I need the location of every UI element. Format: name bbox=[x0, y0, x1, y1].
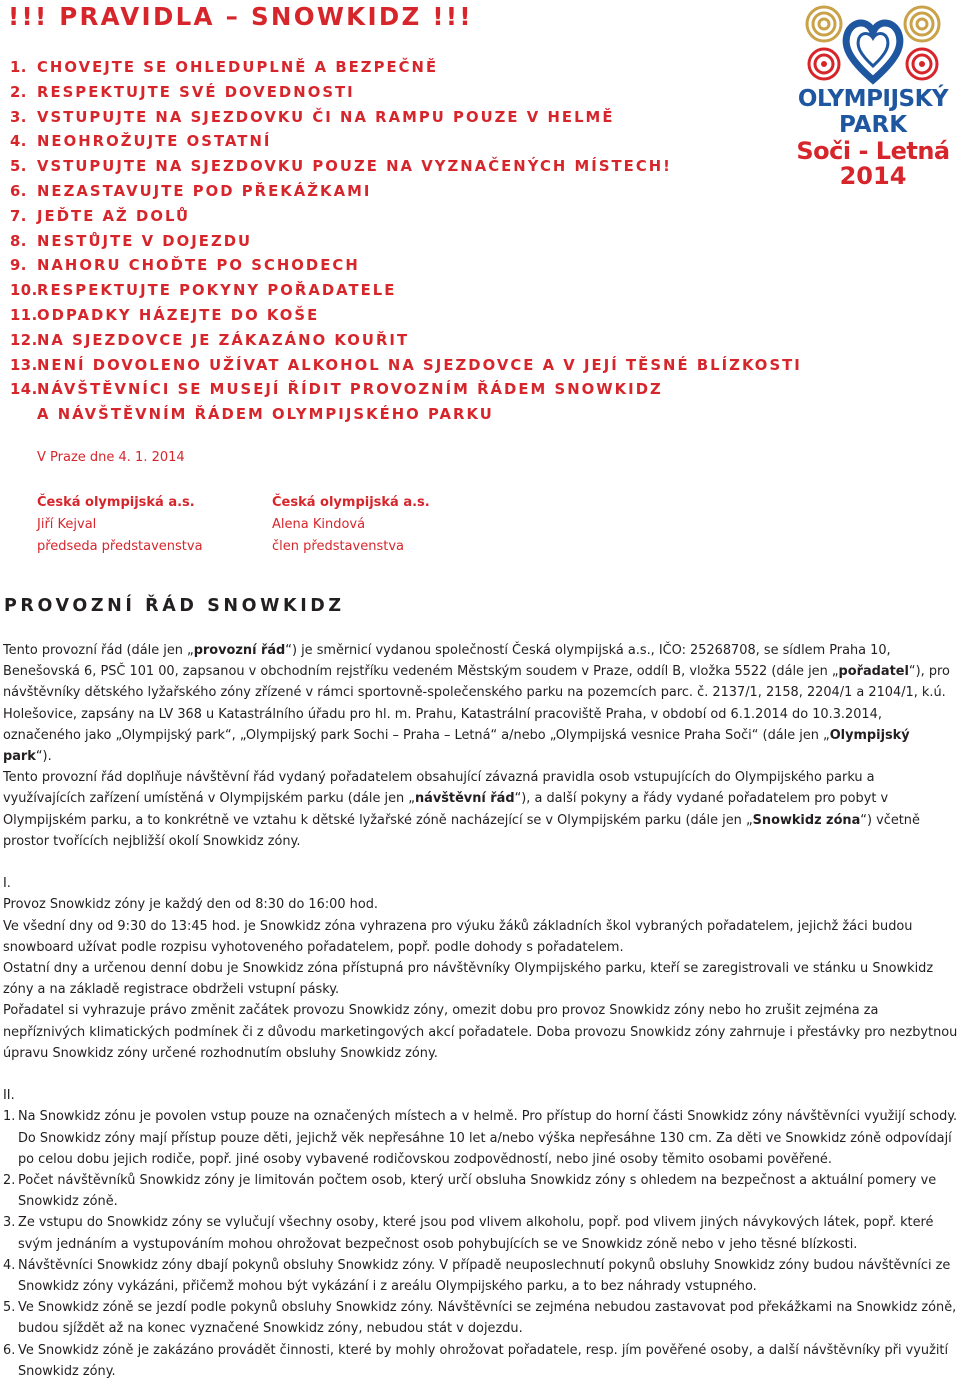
rule-item bbox=[10, 56, 802, 81]
signatory-role: předseda představenstva bbox=[37, 539, 203, 554]
rule-number: 3. bbox=[10, 108, 27, 126]
text-run: “) včetně prostor tvořících nejbližší okolí Snowkidz zóny. bbox=[3, 812, 920, 849]
rule-item bbox=[10, 378, 802, 428]
defined-term: pořadatel bbox=[838, 664, 909, 680]
text-run: “), pro návštěvníky dětského lyžařského zóny zřízené v rámci sportovně-společenského parku na pozemcích parc. č. 2137/1, 2158, 2204/1 a 2104/1, k.ú. Holešovice, zapsány na LV 368 u Katastrálního úřadu pro hl. m. Prahu, Katastrální pracoviště Praha, v období od 6.1.2014 do 10.3.2014, označeného jako „Olympijský park“, „Olympijský park Sochi – Praha – Letná“ a/nebo „Olympijská vesnice Praha Soči“ (dále jen „ bbox=[3, 664, 950, 743]
list-item bbox=[3, 1212, 958, 1254]
rule-number: 6. bbox=[10, 182, 27, 200]
text-run: “) je směrnicí vydanou společností Česká olympijská a.s., IČO: 25268708, se sídlem Praha 10, Benešovská 6, PSČ 101 00, zapsanou v obchodním rejstříku vedeném Městským soudem v Praze, oddíl B, vložka 5522 (dále jen „ bbox=[3, 643, 891, 680]
logo-line-1: OLYMPIJSKÝ bbox=[797, 86, 949, 112]
rule-text: NÁVŠTĚVNÍCI SE MUSEJÍ ŘÍDIT PROVOZNÍM ŘÁDEM SNOWKIDZ bbox=[37, 381, 663, 399]
rule-item bbox=[10, 81, 802, 106]
item-text: Ze vstupu do Snowkidz zóny se vylučují všechny osoby, které jsou pod vlivem alkoholu, popř. pod vlivem jiných návykových látek, popř. které svým jednáním a vystupováním mohou ohrožovat bezpečnost osob pohybujících se ve Snowkidz zóně nebo v jeho těsné blízkosti. bbox=[18, 1215, 934, 1252]
section-1-paragraph: Provoz Snowkidz zóny je každý den od 8:30 do 16:00 hod. bbox=[3, 897, 379, 913]
intro-paragraph-2 bbox=[3, 767, 958, 852]
rule-number: 10. bbox=[10, 282, 38, 300]
signatory-org: Česká olympijská a.s. bbox=[37, 495, 195, 510]
rule-number: 2. bbox=[10, 83, 27, 101]
item-number: 5. bbox=[3, 1300, 16, 1316]
item-number: 1. bbox=[3, 1109, 16, 1125]
rule-item bbox=[10, 180, 802, 205]
item-text: Návštěvníci Snowkidz zóny dbají pokynů obsluhy Snowkidz zóny. V případě neuposlechnutí pokynů obsluhy Snowkidz zóny budou návštěvníci ze Snowkidz zóny vykázáni, přičemž mohou být vykázání i z areálu Olympijského parku, a to bez náhrady vstupného. bbox=[18, 1257, 951, 1295]
rule-number: 12. bbox=[10, 331, 38, 349]
rule-text: NEOHROŽUJTE OSTATNÍ bbox=[37, 133, 272, 151]
date-line: V Praze dne 4. 1. 2014 bbox=[37, 450, 185, 465]
rule-text: JEĎTE AŽ DOLŮ bbox=[37, 207, 191, 225]
heart-icon bbox=[846, 23, 900, 80]
rule-number: 5. bbox=[10, 158, 27, 176]
signatory-role: člen představenstva bbox=[272, 539, 404, 554]
section-1-paragraph: Ve všední dny od 9:30 do 13:45 hod. je Snowkidz zóna vyhrazena pro výuku žáků základních škol vybraných pořadatelem, jejichž žáci budou snowboard užívat podle rozpisu vyhotoveného pořadatelem, popř. podle dohody s pořadatelem. bbox=[3, 918, 913, 955]
text-run: “). bbox=[35, 749, 52, 765]
item-text: Ve Snowkidz zóně je zakázáno provádět činnosti, které by mohly ohrožovat pořadatele, resp. jím pověřené osoby, a další návštěvníky při využití Snowkidz zóny. bbox=[18, 1342, 949, 1379]
defined-term: návštěvní řád bbox=[414, 791, 515, 807]
intro-paragraph-1 bbox=[3, 640, 958, 767]
defined-term: Snowkidz zóna bbox=[752, 812, 861, 828]
text-run: Tento provozní řád (dále jen „ bbox=[3, 643, 194, 658]
logo-line-3: Soči - Letná bbox=[796, 137, 950, 165]
section-2-list bbox=[3, 1106, 958, 1382]
rule-item bbox=[10, 254, 802, 279]
list-item bbox=[3, 1297, 958, 1339]
section-1-paragraph: Pořadatel si vyhrazuje právo změnit začátek provozu Snowkidz zóny, omezit dobu pro provoz Snowkidz zóny nebo ho zrušit zejména za nepříznivých klimatických podmínek či z důvodu marketingových akcí pořadatele. Doba provozu Snowkidz zóny zahrnuje i přestávky pro nezbytnou úpravu Snowkidz zóny určené rozhodnutím obsluhy Snowkidz zóny. bbox=[3, 1003, 958, 1061]
rule-number: 13. bbox=[10, 356, 38, 374]
signatory-1 bbox=[37, 492, 203, 558]
rule-text: VSTUPUJTE NA SJEZDOVKU POUZE NA VYZNAČENÝCH MÍSTECH! bbox=[37, 158, 672, 176]
section-1-paragraph: Ostatní dny a určenou denní dobu je Snowkidz zóna přístupná pro návštěvníky Olympijského parku, kteří se zaregistrovali ve stánku u Snowkidz zóny a na základě registrace obdrželi vstupní pásky. bbox=[3, 961, 934, 998]
rule-text: RESPEKTUJTE POKYNY POŘADATELE bbox=[37, 282, 397, 300]
signatory-name: Alena Kindová bbox=[272, 517, 366, 532]
rule-number: 4. bbox=[10, 133, 27, 151]
defined-term: provozní řád bbox=[193, 643, 286, 658]
item-text: Na Snowkidz zónu je povolen vstup pouze na označených místech a v helmě. Pro přístup do horní části Snowkidz zóny návštěvníci využijí schody. Do Snowkidz zóny mají přístup pouze děti, jejichž věk nepřesáhne 10 let a/nebo výška nepřesáhne 130 cm. Za děti ve Snowkidz zóně odpovídají po celou dobu jejich rodiče, popř. jiné osoby vybavené rodičovskou zodpovědností, nebo jiné osoby těmito osobami pověřené. bbox=[18, 1109, 958, 1167]
logo-line-4: 2014 bbox=[839, 162, 907, 190]
item-number: 6. bbox=[3, 1342, 16, 1358]
rule-number: 14. bbox=[10, 381, 38, 399]
rule-text: NENÍ DOVOLENO UŽÍVAT ALKOHOL NA SJEZDOVCE A V JEJÍ TĚSNÉ BLÍZKOSTI bbox=[37, 356, 802, 374]
list-item bbox=[3, 1170, 958, 1212]
rule-text: NEZASTAVUJTE POD PŘEKÁŽKAMI bbox=[37, 182, 372, 200]
rule-number: 9. bbox=[10, 257, 27, 275]
rule-number: 1. bbox=[10, 59, 27, 76]
rule-text-continued: A NÁVŠTĚVNÍM ŘÁDEM OLYMPIJSKÉHO PARKU bbox=[37, 406, 494, 424]
list-item bbox=[3, 1255, 958, 1297]
text-run: “), a další pokyny a řády vydané pořadatelem pro pobyt v Olympijském parku, a to konkrétně ve vztahu k dětské lyžařské zóně nacházející se v Olympijském parku (dále jen „ bbox=[3, 791, 889, 828]
rule-text: CHOVEJTE SE OHLEDUPLNĚ A BEZPEČNĚ bbox=[37, 59, 439, 76]
rule-item bbox=[10, 106, 802, 131]
rule-text: NA SJEZDOVCE JE ZÁKAZÁNO KOUŘIT bbox=[37, 331, 410, 349]
rule-number: 8. bbox=[10, 232, 27, 250]
rule-item bbox=[10, 230, 802, 255]
rule-text: VSTUPUJTE NA SJEZDOVKU ČI NA RAMPU POUZE V HELMĚ bbox=[37, 108, 615, 126]
signatory-org: Česká olympijská a.s. bbox=[272, 495, 430, 510]
spiral-ornament-icon bbox=[807, 7, 939, 79]
rule-number: 7. bbox=[10, 207, 27, 225]
text-run: Tento provozní řád doplňuje návštěvní řád vydaný pořadatelem obsahující závazná pravidla osob vstupujících do Olympijského parku a využívajících zařízení umístěná v Olympijském parku (dále jen „ bbox=[3, 770, 875, 807]
defined-term: Olympijský park bbox=[3, 727, 910, 765]
rule-text: NESTŮJTE V DOJEZDU bbox=[37, 232, 253, 250]
logo-line-2: PARK bbox=[838, 112, 908, 138]
rule-item bbox=[10, 279, 802, 304]
rule-item bbox=[10, 329, 802, 354]
item-number: 2. bbox=[3, 1173, 16, 1189]
section-1-heading: I. bbox=[3, 876, 11, 892]
document-body bbox=[3, 640, 958, 1382]
item-text: Ve Snowkidz zóně se jezdí podle pokynů obsluhy Snowkidz zóny. Návštěvníci se zejména nebudou zastavovat pod překážkami na Snowkidz zóně, budou sjíždět až na konec vyznačené Snowkidz zóny, nebudou stát v dojezdu. bbox=[18, 1300, 957, 1337]
rules-list bbox=[10, 56, 802, 428]
page-title: !!! PRAVIDLA – SNOWKIDZ !!! bbox=[8, 2, 473, 31]
item-text: Počet návštěvníků Snowkidz zóny je limitován počtem osob, který určí obsluha Snowkidz zóny s ohledem na bezpečnost a aktuální pomery ve Snowkidz zóně. bbox=[18, 1173, 937, 1210]
rule-text: ODPADKY HÁZEJTE DO KOŠE bbox=[37, 306, 320, 324]
rule-number: 11. bbox=[10, 306, 38, 324]
list-item bbox=[3, 1106, 958, 1170]
rule-text: NAHORU CHOĎTE PO SCHODECH bbox=[37, 257, 360, 275]
rule-item bbox=[10, 130, 802, 155]
rule-item bbox=[10, 304, 802, 329]
list-item bbox=[3, 1340, 958, 1382]
rule-item bbox=[10, 205, 802, 230]
signatory-2 bbox=[272, 492, 430, 558]
rule-item bbox=[10, 354, 802, 379]
signatory-name: Jiří Kejval bbox=[37, 517, 97, 532]
section-title: PROVOZNÍ ŘÁD SNOWKIDZ bbox=[4, 596, 345, 616]
section-2-heading: II. bbox=[3, 1088, 15, 1104]
item-number: 4. bbox=[3, 1257, 16, 1273]
item-number: 3. bbox=[3, 1215, 16, 1231]
rule-text: RESPEKTUJTE SVÉ DOVEDNOSTI bbox=[37, 83, 355, 101]
rule-item bbox=[10, 155, 802, 180]
